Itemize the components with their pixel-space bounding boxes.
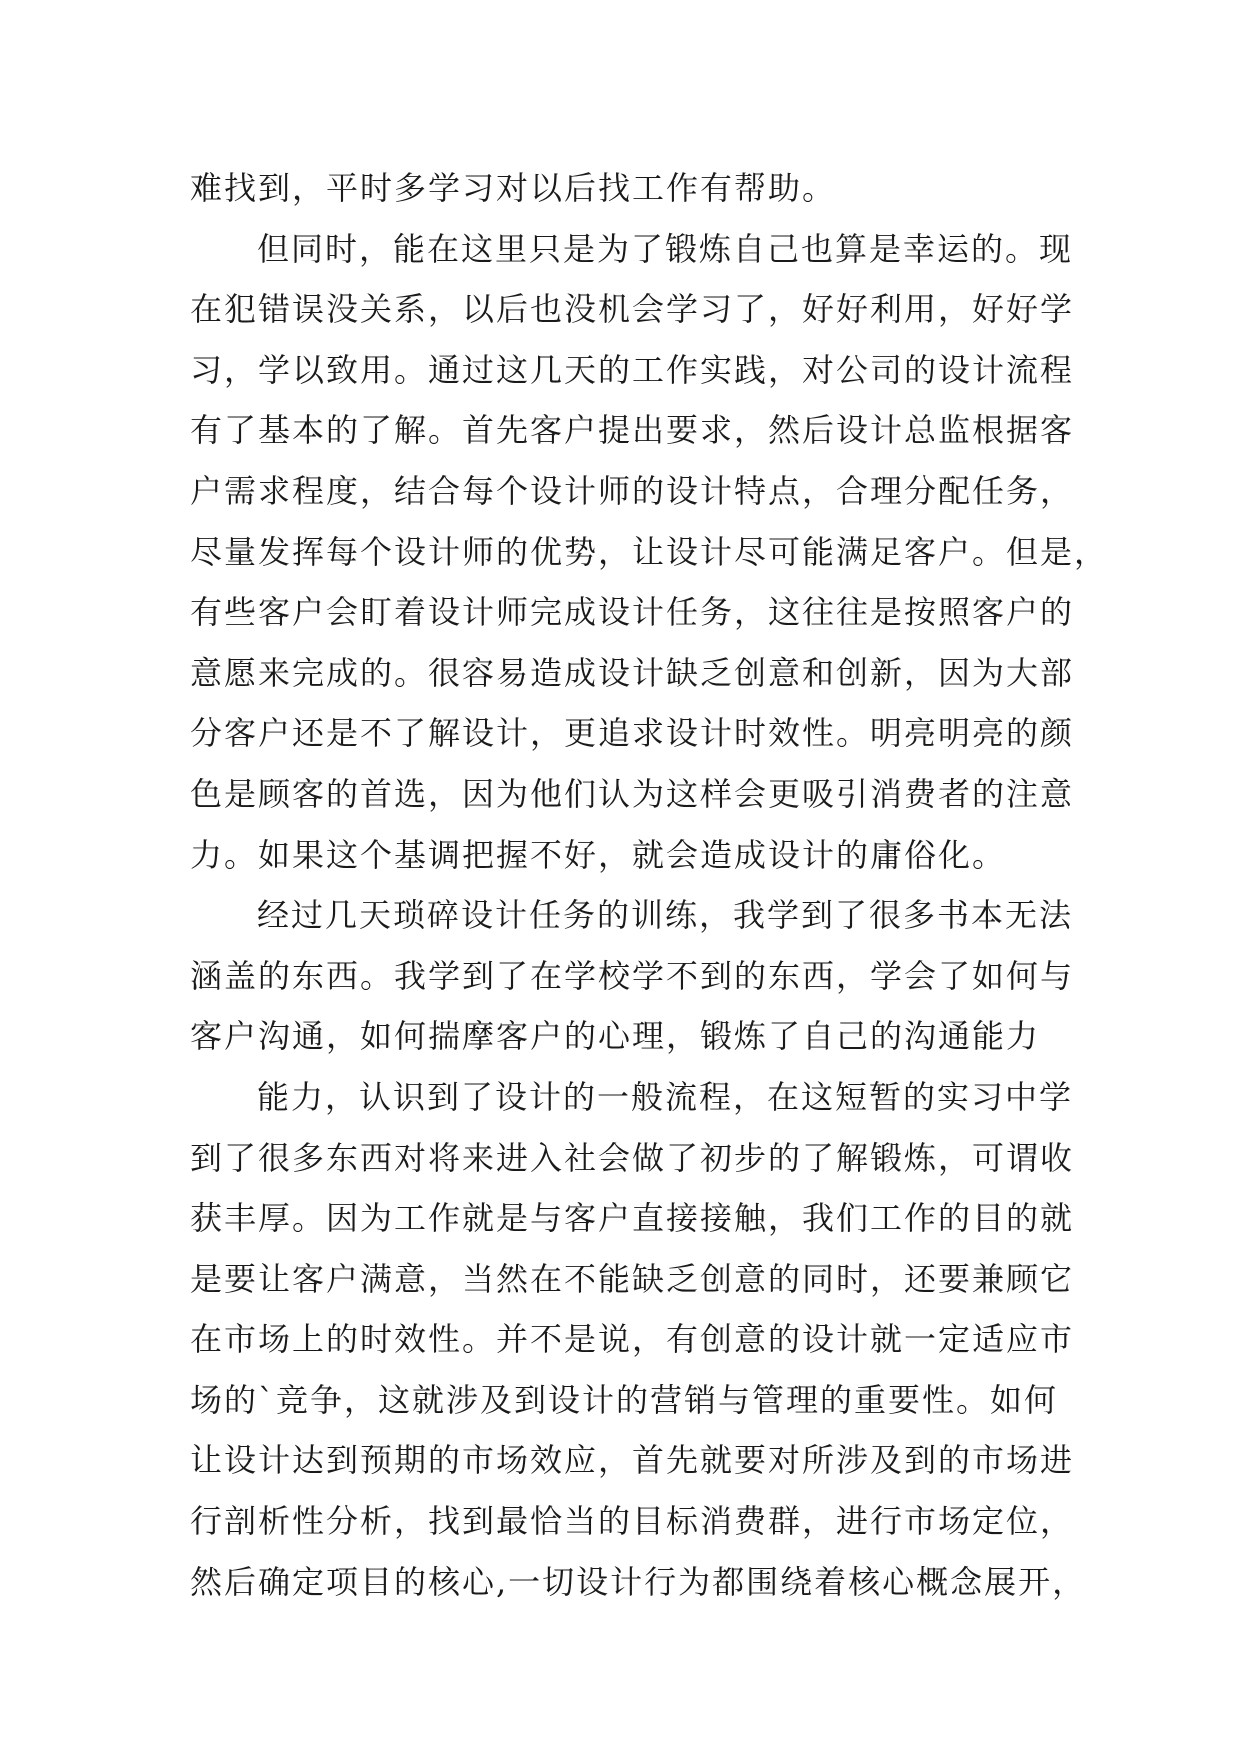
text-line: 能力，认识到了设计的一般流程，在这短暂的实习中学 xyxy=(257,1077,1074,1116)
text-line: 分客户还是不了解设计，更追求设计时效性。明亮明亮的颜 xyxy=(190,714,1075,753)
text-line: 尽量发挥每个设计师的优势，让设计尽可能满足客户。但是， xyxy=(190,532,1109,571)
text-line: 力。如果这个基调把握不好，就会造成设计的庸俗化。 xyxy=(190,835,1007,874)
text-line: 经过几天琐碎设计任务的训练，我学到了很多书本无法 xyxy=(257,896,1074,935)
document-body xyxy=(190,158,1109,1612)
text-line: 习，学以致用。通过这几天的工作实践，对公司的设计流程 xyxy=(190,350,1075,389)
text-line: 但同时，能在这里只是为了锻炼自己也算是幸运的。现 xyxy=(257,229,1074,268)
text-line: 是要让客户满意，当然在不能缺乏创意的同时，还要兼顾它 xyxy=(190,1259,1075,1298)
text-line: 场的`竞争，这就涉及到设计的营销与管理的重要性。如何 xyxy=(190,1380,1059,1419)
text-line: 有些客户会盯着设计师完成设计任务，这往往是按照客户的 xyxy=(190,593,1075,632)
text-line: 户需求程度，结合每个设计师的设计特点，合理分配任务， xyxy=(190,471,1075,510)
text-line: 到了很多东西对将来进入社会做了初步的了解锻炼，可谓收 xyxy=(190,1138,1075,1177)
text-line: 行剖析性分析，找到最恰当的目标消费群，进行市场定位， xyxy=(190,1502,1075,1541)
text-line: 在犯错误没关系，以后也没机会学习了，好好利用，好好学 xyxy=(190,290,1075,329)
text-line: 涵盖的东西。我学到了在学校学不到的东西，学会了如何与 xyxy=(190,956,1075,995)
text-line: 在市场上的时效性。并不是说，有创意的设计就一定适应市 xyxy=(190,1320,1075,1359)
text-line: 色是顾客的首选，因为他们认为这样会更吸引消费者的注意 xyxy=(190,774,1075,813)
text-line: 意愿来完成的。很容易造成设计缺乏创意和创新，因为大部 xyxy=(190,653,1075,692)
text-line: 难找到，平时多学习对以后找工作有帮助。 xyxy=(190,169,837,207)
text-line: 让设计达到预期的市场效应，首先就要对所涉及到的市场进 xyxy=(190,1441,1075,1480)
text-line: 获丰厚。因为工作就是与客户直接接触，我们工作的目的就 xyxy=(190,1199,1075,1238)
text-line: 有了基本的了解。首先客户提出要求，然后设计总监根据客 xyxy=(190,411,1075,450)
text-line: 客户沟通，如何揣摩客户的心理，锻炼了自己的沟通能力 xyxy=(190,1017,1041,1056)
text-line: 然后确定项目的核心,一切设计行为都围绕着核心概念展开， xyxy=(190,1562,1087,1601)
